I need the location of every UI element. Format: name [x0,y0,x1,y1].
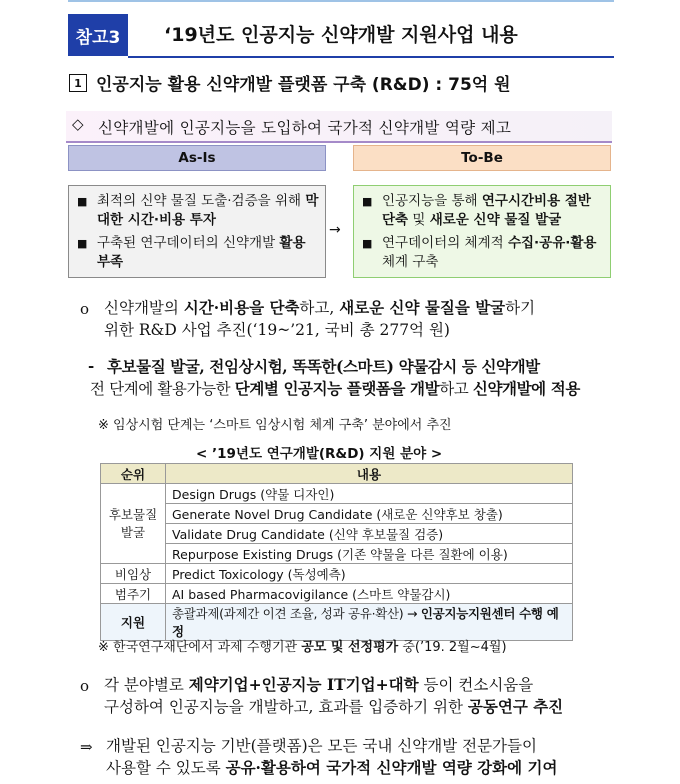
square-bullet-icon: ■ [362,237,373,250]
table-row [101,604,573,641]
asis-box: ■ 최적의 신약 물질 도출·검증을 위해 막대한 시간·비용 투자 ■ 구축된 연구데이터의 신약개발 활용 부족 [68,185,326,278]
rnd-support-table [100,463,573,641]
table-cell: Validate Drug Candidate (신약 후보물질 검증) [166,524,573,544]
goal-text: 신약개발에 인공지능을 도입하여 국가적 신약개발 역량 제고 [98,119,512,137]
double-arrow-icon: ⇒ [80,738,93,756]
table-caption: < ’19년도 연구개발(R&D) 지원 분야 > [196,446,443,462]
label-nonclinical: 비임상 [101,564,166,584]
header-rank: 순위 [101,464,166,484]
label-support: 지원 [101,604,166,641]
title-underline [128,56,614,58]
label-category: 범주기 [101,584,166,604]
table-cell: Design Drugs (약물 디자인) [166,484,573,504]
top-divider [68,0,614,2]
section-title: 인공지능 활용 신약개발 플랫폼 구축 (R&D) : 75억 원 [96,75,511,95]
header-content: 내용 [166,464,573,484]
circle-bullet-icon: o [80,300,90,318]
table-cell: Predict Toxicology (독성예측) [166,564,573,584]
table-row [101,484,573,504]
table-cell: Generate Novel Drug Candidate (새로운 신약후보 창출) [166,504,573,524]
asis-header: As-Is [68,145,326,171]
note-clinical: ※ 임상시험 단계는 ‘스마트 임상시험 체계 구축’ 분야에서 추진 [98,418,452,433]
paragraph-2: 후보물질 발굴, 전임상시험, 똑똑한(스마트) 약물감시 등 신약개발 전 단계에 활용가능한 단계별 인공지능 플랫폼을 개발하고 신약개발에 적용 [90,357,580,398]
note-nrf: ※ 한국연구재단에서 과제 수행기관 공모 및 선정평가 중(’19. 2월~4월) [98,640,507,655]
square-bullet-icon: ■ [77,237,88,250]
table-cell: 총괄과제(과제간 이견 조율, 성과 공유·확산) → 인공지능지원센터 수행 예정 [166,604,573,641]
tobe-header: To-Be [353,145,611,171]
paragraph-1: 신약개발의 시간·비용을 단축하고, 새로운 신약 물질을 발굴하기 위한 R&D 사업 추진(‘19~’21, 국비 총 277억 원) [104,298,536,339]
table-row [101,524,573,544]
table-row [101,544,573,564]
page-title: ‘19년도 인공지능 신약개발 지원사업 내용 [164,24,518,46]
square-bullet-icon: ■ [362,195,373,208]
goal-underline [66,141,612,143]
section-number-box: 1 [69,74,87,92]
right-arrow-icon: → [329,222,341,238]
tobe-box: ■ 인공지능을 통해 연구시간비용 절반 단축 및 새로운 신약 물질 발굴 ■ 연구데이터의 체계적 수집·공유·활용 체계 구축 [353,185,611,278]
table-cell: Repurpose Existing Drugs (기존 약물을 다른 질환에 이용) [166,544,573,564]
table-row [101,564,573,584]
dash-bullet-icon: - [88,357,95,375]
document-header [68,14,614,58]
diamond-icon: ◇ [72,115,84,133]
group-candidate: 후보물질 발굴 [101,484,166,564]
table-row [101,504,573,524]
table-header-row [101,464,573,484]
reference-badge: 참고3 [68,14,128,56]
table-cell: AI based Pharmacovigilance (스마트 약물감시) [166,584,573,604]
paragraph-3: 각 분야별로 제약기업+인공지능 IT기업+대학 등이 컨소시움을 구성하여 인공지능을 개발하고, 효과를 입증하기 위한 공동연구 추진 [104,675,564,716]
square-bullet-icon: ■ [77,195,88,208]
paragraph-4: 개발된 인공지능 기반(플랫폼)은 모든 국내 신약개발 전문가들이 사용할 수 있도록 공유·활용하여 국가적 신약개발 역량 강화에 기여 [106,737,558,777]
circle-bullet-icon: o [80,677,90,695]
table-row [101,584,573,604]
